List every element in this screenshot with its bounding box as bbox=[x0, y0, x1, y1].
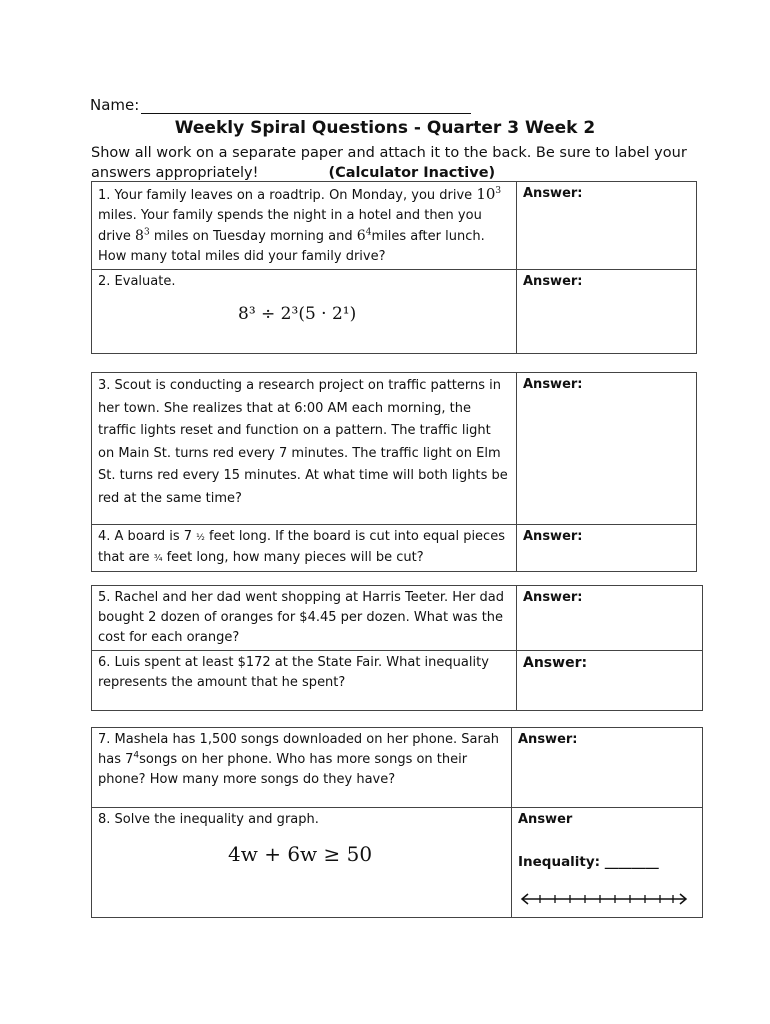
question-2: 2. Evaluate. 8³ ÷ 2³(5 · 2¹) bbox=[92, 270, 517, 354]
inequality-expression: 4w + 6w ≥ 50 bbox=[228, 842, 373, 866]
instructions bbox=[91, 143, 711, 183]
question-row-5 bbox=[92, 586, 703, 651]
question-3: 3. Scout is conducting a research project on traffic patterns in her town. She realizes that at 6:00 AM each morning, the traffic lights reset and function on a pattern. The traffic light on Main St. turns red every 7 minutes. The traffic light on Elm St. turns red every 15 minutes. At what time will both lights be red at the same time? bbox=[92, 373, 517, 525]
question-row-6 bbox=[92, 651, 703, 711]
question-6: 6. Luis spent at least $172 at the State Fair. What inequality represents the amount that he spent? bbox=[92, 651, 517, 711]
answer-box-5[interactable] bbox=[517, 586, 703, 651]
question-4: 4. A board is 7 ½ feet long. If the board is cut into equal pieces that are ¾ feet long, how many pieces will be cut? bbox=[92, 525, 517, 572]
answer-box-3[interactable] bbox=[517, 373, 697, 525]
question-5: 5. Rachel and her dad went shopping at Harris Teeter. Her dad bought 2 dozen of oranges for $4.45 per dozen. What was the cost for each orange? bbox=[92, 586, 517, 651]
question-1: 1. Your family leaves on a roadtrip. On Monday, you drive $10^3$ miles. Your family spends the night in a hotel and then you drive $8^3$ miles on Tuesday morning and $6^4miles$ after lunch. How many total miles did your family drive? bbox=[92, 182, 517, 270]
question-group-1 bbox=[91, 181, 697, 354]
answer-label: Answer: bbox=[523, 377, 583, 392]
expression: 8³ ÷ 2³(5 · 2¹) bbox=[238, 304, 357, 324]
answer-box-7[interactable] bbox=[512, 728, 703, 808]
answer-label: Answer: bbox=[523, 529, 583, 544]
page-title: Weekly Spiral Questions - Quarter 3 Week 2 bbox=[174, 118, 596, 138]
answer-label: Answer: bbox=[523, 186, 583, 201]
number-line[interactable] bbox=[518, 890, 690, 908]
answer-label: Answer: bbox=[518, 732, 578, 747]
answer-box-8[interactable] bbox=[512, 808, 703, 918]
question-row-2 bbox=[92, 270, 697, 354]
question-row-4 bbox=[92, 525, 697, 572]
instructions-text: Show all work on a separate paper and attach it to the back. Be sure to label your answers appropriately! bbox=[91, 145, 687, 181]
answer-label: Answer: bbox=[523, 655, 588, 671]
question-group-4 bbox=[91, 727, 703, 918]
answer-box-6[interactable] bbox=[517, 651, 703, 711]
question-row-7 bbox=[92, 728, 703, 808]
answer-box-1[interactable] bbox=[517, 182, 697, 270]
answer-label: Answer bbox=[518, 812, 573, 827]
answer-label: Answer: bbox=[523, 274, 583, 289]
answer-box-2[interactable] bbox=[517, 270, 697, 354]
name-label: Name: bbox=[90, 96, 140, 114]
question-row-8 bbox=[92, 808, 703, 918]
question-row-1 bbox=[92, 182, 697, 270]
name-blank-line[interactable] bbox=[141, 99, 471, 114]
question-group-3 bbox=[91, 585, 703, 711]
question-7: 7. Mashela has 1,500 songs downloaded on her phone. Sarah has $7^4songs$ on her phone. Who has more songs on their phone? How many more songs do they have? bbox=[92, 728, 512, 808]
answer-label: Answer: bbox=[523, 590, 583, 605]
question-group-2 bbox=[91, 372, 697, 572]
inequality-label: Inequality: ________ bbox=[518, 854, 659, 870]
question-8: 8. Solve the inequality and graph. 4w + 6w ≥ 50 bbox=[92, 808, 512, 918]
calculator-note: (Calculator Inactive) bbox=[328, 165, 496, 181]
answer-box-4[interactable] bbox=[517, 525, 697, 572]
question-row-3 bbox=[92, 373, 697, 525]
name-field[interactable] bbox=[90, 96, 471, 114]
